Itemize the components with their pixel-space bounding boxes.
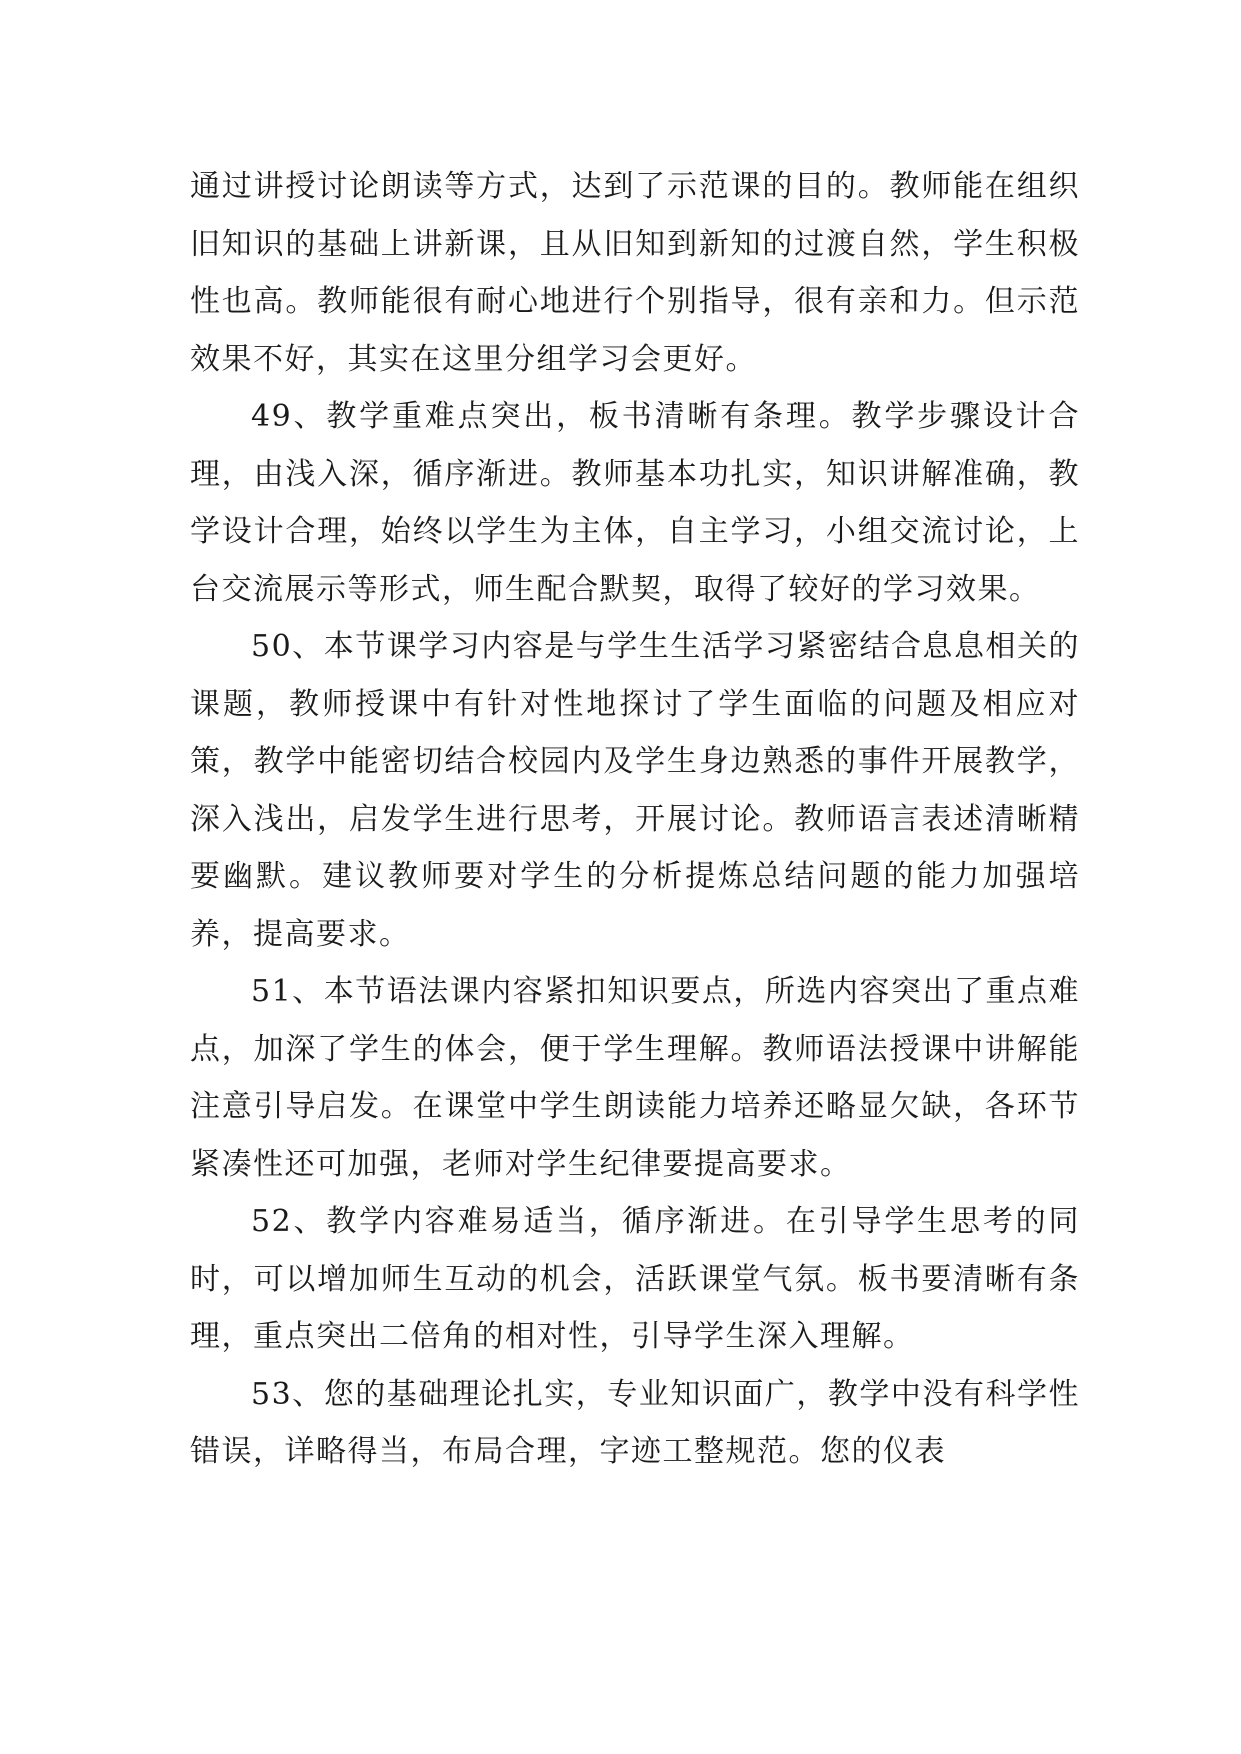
- paragraph-continuation: 通过讲授讨论朗读等方式，达到了示范课的目的。教师能在组织旧知识的基础上讲新课，且从旧知到新知的过渡自然，学生积极性也高。教师能很有耐心地进行个别指导，很有亲和力。但示范效果不好，其实在这里分组学习会更好。: [190, 169, 1080, 377]
- paragraph-51: 51、本节语法课内容紧扣知识要点，所选内容突出了重点难点，加深了学生的体会，便于学生理解。教师语法授课中讲解能注意引导启发。在课堂中学生朗读能力培养还略显欠缺，各环节紧凑性还可加强，老师对学生纪律要提高要求。: [190, 974, 1080, 1182]
- paragraph-50: 50、本节课学习内容是与学生生活学习紧密结合息息相关的课题，教师授课中有针对性地探讨了学生面临的问题及相应对策，教学中能密切结合校园内及学生身边熟悉的事件开展教学，深入浅出，启发学生进行思考，开展讨论。教师语言表述清晰精要幽默。建议教师要对学生的分析提炼总结问题的能力加强培养，提高要求。: [190, 629, 1080, 952]
- paragraph-52: 52、教学内容难易适当，循序渐进。在引导学生思考的同时，可以增加师生互动的机会，活跃课堂气氛。板书要清晰有条理，重点突出二倍角的相对性，引导学生深入理解。: [190, 1204, 1080, 1354]
- paragraph-49: 49、教学重难点突出，板书清晰有条理。教学步骤设计合理，由浅入深，循序渐进。教师基本功扎实，知识讲解准确，教学设计合理，始终以学生为主体，自主学习，小组交流讨论，上台交流展示等形式，师生配合默契，取得了较好的学习效果。: [190, 399, 1080, 607]
- paragraph-53: 53、您的基础理论扎实，专业知识面广，教学中没有科学性错误，详略得当，布局合理，字迹工整规范。您的仪表: [190, 1376, 1080, 1469]
- document-body: [190, 158, 1080, 1481]
